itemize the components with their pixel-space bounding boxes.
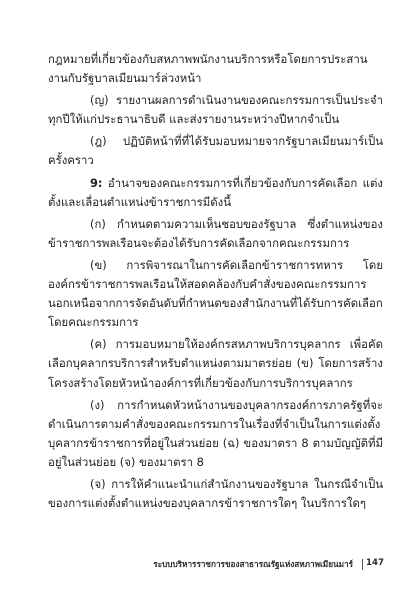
- section-text: อำนาจของคณะกรรมการที่เกี่ยวข้องกับการคัดเลือก แต่งตั้งและเลื่อนตำแหน่งข้าราชการมีดังนี้: [48, 175, 383, 209]
- paragraph-item-ngo: (ง) การกำหนดหัวหน้างานของบุคลากรองค์การภาครัฐที่จะดำเนินการตามคำสั่งของคณะกรรมการในเรื่องที่จำเป็นในการแต่งตั้งบุคลากรข้าราชการที่อยู่ในส่วนย่อย (ฉ) ของมาตรา 8 ตามบัญญัติที่มีอยู่ในส่วนย่อย (จ) ของมาตรา 8: [48, 397, 383, 469]
- page-number: 147: [366, 558, 384, 568]
- paragraph-continuation: กฎหมายที่เกี่ยวข้องกับสหภาพพนักงานบริการหรือโดยการประสานงานกับรัฐบาลเมียนมาร์ล่วงหน้า: [48, 52, 368, 86]
- paragraph-item-kho: (ข) การพิจารณาในการคัดเลือกข้าราชการทหาร โดยองค์กรข้าราชการพลเรือนให้สอดคล้องกับคำสั่งของคณะกรรมการ นอกเหนือจากการจัดอันดับที่กำหนดของสำนักงานที่ได้รับการคัดเลือกโดยคณะกรรมการ: [48, 257, 383, 330]
- paragraph-item-cho: (จ) การให้คำแนะนำแก่สำนักงานของรัฐบาล ในกรณีจำเป็นของการแต่งตั้งตำแหน่งของบุคลากรข้าราชการใดๆ ในบริการใดๆ: [48, 476, 383, 511]
- paragraph-item-yo: (ญ) รายงานผลการดำเนินงานของคณะกรรมการเป็นประจำทุกปีให้แก่ประธานาธิบดี และส่งรายงานระหว่างปีหากจำเป็น: [48, 93, 383, 127]
- page-footer: [0, 558, 411, 574]
- paragraph-section-9: [48, 174, 383, 212]
- running-footer-title: ระบบบริหารราชการของสาธารณรัฐแห่งสหภาพเมียนมาร์: [153, 559, 353, 569]
- paragraph-item-do: (ฎ) ปฏิบัติหน้าที่ที่ได้รับมอบหมายจากรัฐบาลเมียนมาร์เป็นครั้งคราว: [48, 134, 383, 168]
- paragraph-item-kho-khwai: (ค) การมอบหมายให้องค์กรสหภาพบริการบุคลากร เพื่อคัดเลือกบุคลากรบริการสำหรับตำแหน่งตามมาตรย่อย (ข) โดยการสร้างโครงสร้างโดยหัวหน้าองค์การที่เกี่ยวข้องกับการบริการบุคลากร: [48, 337, 383, 390]
- footer-divider: [362, 559, 363, 570]
- section-number: 9:: [90, 175, 103, 190]
- paragraph-item-ko: (ก) กำหนดตามความเห็นชอบของรัฐบาล ซึ่งตำแหน่งของข้าราชการพลเรือนจะต้องได้รับการคัดเลือกจากคณะกรรมการ: [48, 216, 383, 250]
- body-text: [48, 50, 383, 516]
